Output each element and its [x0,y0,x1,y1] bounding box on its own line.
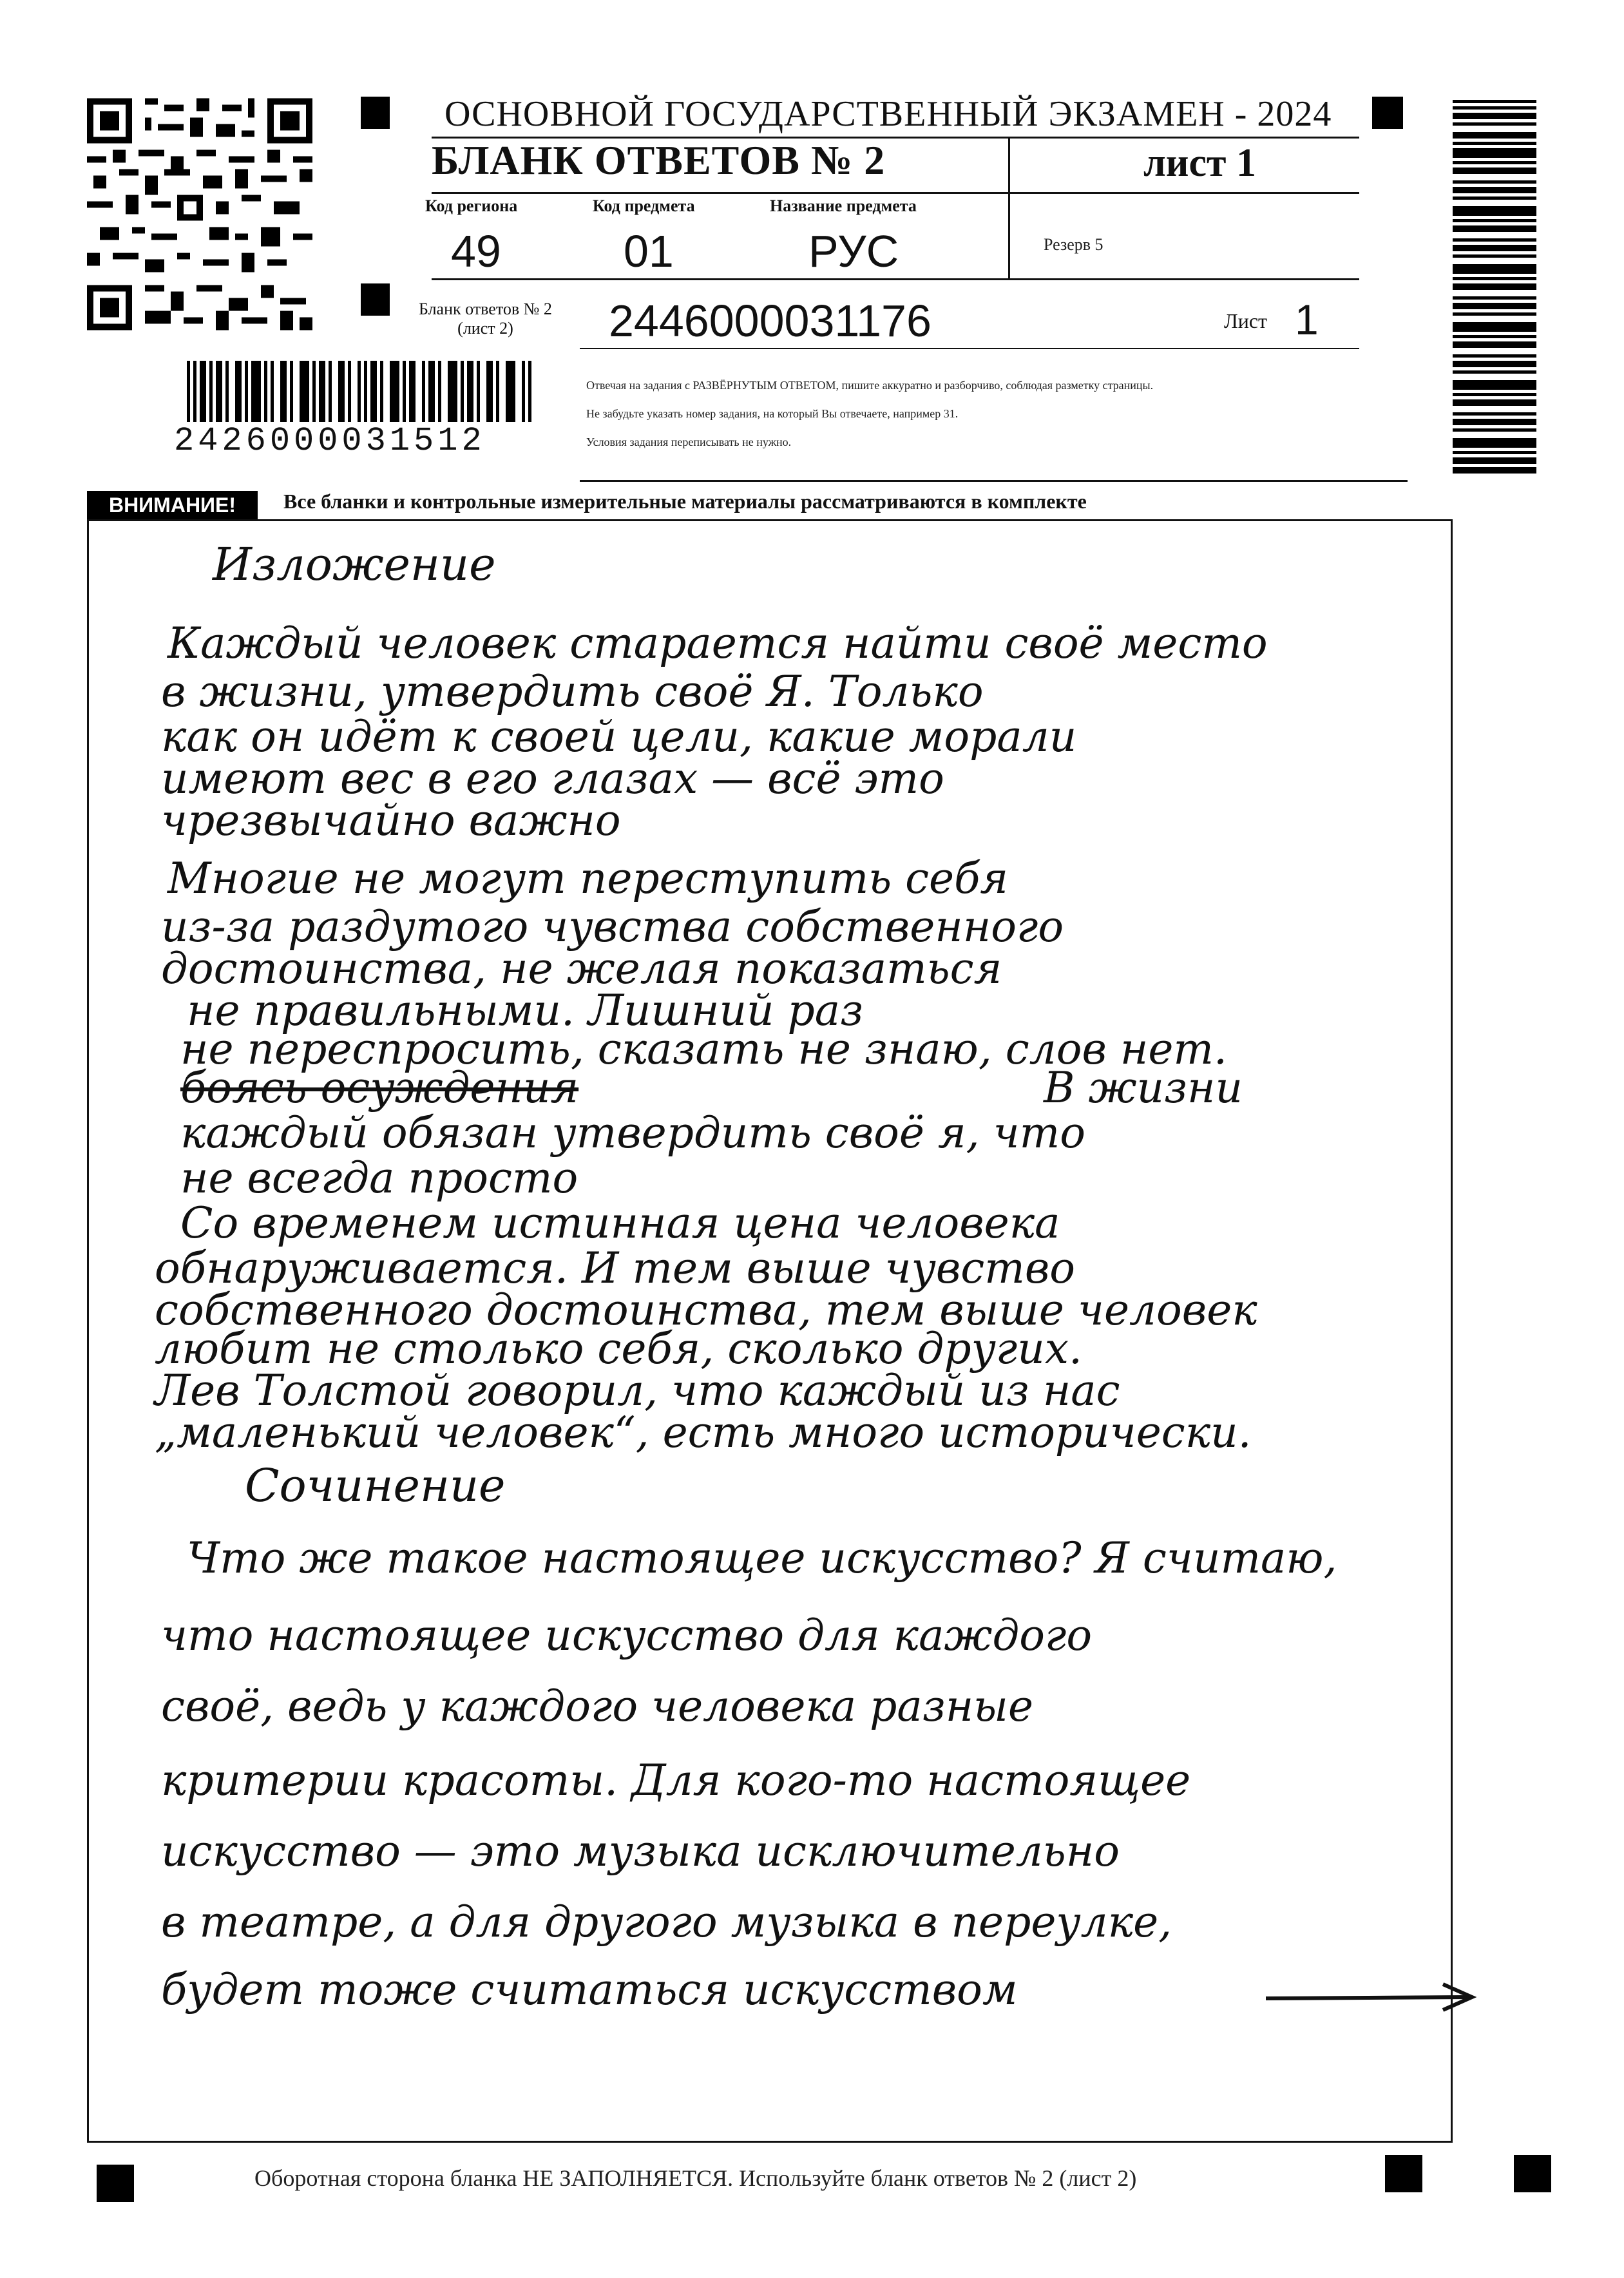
reserve-label: Резерв 5 [1044,235,1103,254]
handwriting-line: в театре, а для другого музыка в переулке, [161,1897,1172,1947]
qr-code [87,97,312,332]
handwriting-line: из-за раздутого чувства собственного [161,902,1064,952]
handwriting-line: своё, ведь у каждого человека разные [161,1681,1033,1731]
barcode-vertical [1453,100,1536,474]
registration-marker-top-right [1372,97,1403,129]
region-value: 49 [451,226,501,276]
barcode-number: 2426000031512 [174,422,554,460]
handwriting-line: не переспросить, сказать не знаю, слов нет. [180,1024,1227,1074]
handwriting-line: Каждый человек старается найти своё место [167,618,1268,668]
form-number-rule [580,348,1359,349]
handwriting-line: любит не столько себя, сколько других. [155,1324,1082,1374]
subject-code-value: 01 [624,226,674,276]
attention-badge: ВНИМАНИЕ! [87,491,258,519]
handwriting-line: „маленький человек“, есть много исторически. [155,1408,1252,1457]
attention-text: Все бланки и контрольные измерительные материалы рассматриваются в комплекте [283,490,1087,513]
handwriting-line: имеют вес в его глазах — всё это [161,754,944,803]
handwriting-line: Лев Толстой говорил, что каждый из нас [155,1366,1120,1415]
registration-marker-mid-left [361,283,390,316]
handwriting-line: будет тоже считаться искусством [161,1965,1018,2015]
answers-form-label-line-2: (лист 2) [457,319,513,338]
handwriting-line: чрезвычайно важно [161,796,621,845]
answers-form-label-line-1: Бланк ответов № 2 [419,300,552,318]
handwriting-line: каждый обязан утвердить своё я, что [180,1108,1085,1158]
subject-code-label: Код предмета [593,196,695,215]
list-label: Лист [1224,309,1268,332]
heading-izlozhenie: Изложение [213,538,496,591]
arrow-right-icon [1263,1978,1482,2016]
instruction-line-2: Не забудьте указать номер задания, на который Вы отвечаете, например 31. [586,407,959,420]
handwriting-line: Многие не могут переступить себя [167,854,1009,903]
handwriting-line: не всегда просто [180,1153,578,1203]
handwriting-line: Со временем истинная цена человека [180,1198,1060,1248]
form-number: 2446000031176 [609,296,931,346]
sheet-title: лист 1 [1143,141,1256,185]
subject-name-value: РУС [808,226,899,276]
handwriting-line: в жизни, утвердить своё Я. Только [161,667,984,716]
handwriting-line: как он идёт к своей цели, какие морали [161,712,1077,761]
footer-note: Оборотная сторона бланка НЕ ЗАПОЛНЯЕТСЯ. Используйте бланк ответов № 2 (лист 2) [254,2165,1137,2191]
handwriting-line: не правильными. Лишний раз [187,986,864,1035]
header-rule-bottom [580,480,1408,482]
heading-sochinenie: Сочинение [245,1459,506,1512]
answers-form-label [419,300,552,338]
header-rule-mid [432,192,1359,194]
blank-title: БЛАНК ОТВЕТОВ № 2 [432,137,886,183]
list-number: 1 [1295,296,1319,343]
region-label: Код региона [425,196,518,215]
handwriting-line: критерии красоты. Для кого-то настоящее [161,1756,1191,1805]
handwriting-line: что настоящее искусство для каждого [161,1611,1093,1660]
header-divider [1008,137,1010,278]
crossed-out-text: боясь осуждения [180,1063,579,1113]
subject-name-label: Название предмета [770,196,917,215]
registration-marker-bottom-right [1514,2155,1551,2192]
instruction-line-1: Отвечая на задания с РАЗВЁРНУТЫМ ОТВЕТОМ, пишите аккуратно и разборчиво, соблюдая разметку страницы. [586,379,1154,392]
handwriting-line: достоинства, не желая показаться [161,944,1002,993]
registration-marker-top-left [361,97,390,129]
registration-marker-bottom-left [97,2165,134,2202]
registration-marker-bottom-mid [1385,2155,1422,2192]
handwriting-line: Что же такое настоящее искусство? Я считаю, [187,1533,1337,1583]
exam-title: ОСНОВНОЙ ГОСУДАРСТВЕННЫЙ ЭКЗАМЕН - 2024 [444,94,1332,134]
handwriting-line: обнаруживается. И тем выше чувство [155,1243,1075,1293]
header-rule-low [432,278,1359,280]
handwriting-line: собственного достоинства, тем выше человек [155,1285,1257,1335]
handwriting-line: искусство — это музыка исключительно [161,1826,1120,1876]
instruction-line-3: Условия задания переписывать не нужно. [586,436,792,448]
handwriting-line: В жизни [1044,1063,1243,1113]
